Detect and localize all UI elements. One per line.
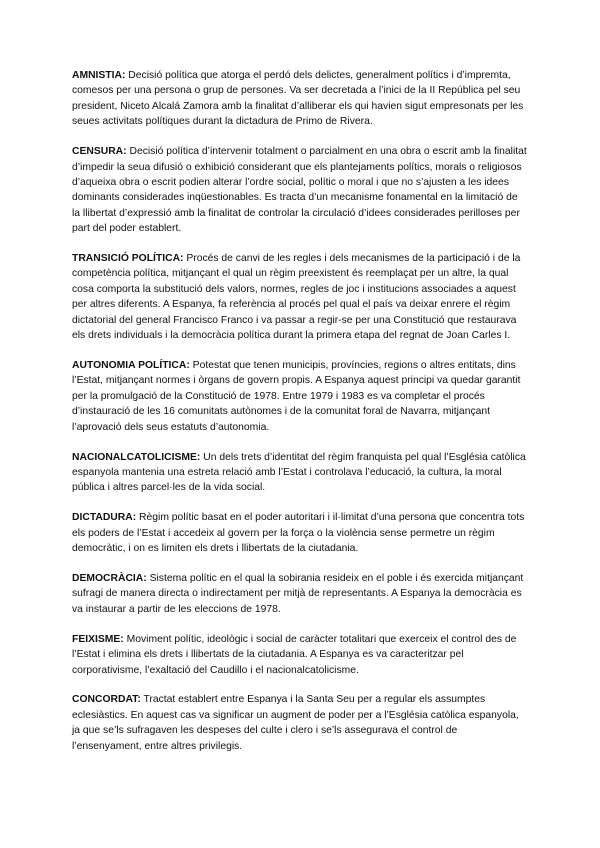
glossary-entry-censura [72,144,528,236]
glossary-definition: Règim polític basat en el poder autoritari i il·limitat d’una persona que concentra tots els poders de l’Estat i accedeix al govern per la força o la violència sense permetre un règim democràtic, i on es limiten els drets i llibertats de la ciutadania. [72,512,525,555]
glossary-term: TRANSICIÓ POLÍTICA: [72,253,184,265]
glossary-term: CONCORDAT: [72,694,141,706]
glossary-definition: Sistema polític en el qual la sobirania resideix en el poble i és exercida mitjançant sufragi de manera directa o indirectament per mitjà de representants. A Espanya la democràcia es va instaurar a partir de les eleccions de 1978. [72,572,524,615]
glossary-term: AUTONOMIA POLÍTICA: [72,360,190,371]
glossary-definition: Tractat establert entre Espanya i la Santa Seu per a regular els assumptes eclesiàstics. En aquest cas va significar un augment de poder per a l’Església catòlica espanyola, ja que se’ls sufragaven les despeses del culte i clero i se’ls assegurava el control de l’ensenyament, entre altres privilegis. [72,694,519,752]
glossary-term: CENSURA: [72,146,127,158]
glossary-definition: Decisió política que atorga el perdó dels delictes, generalment polítics i d’impremta, comesos per una persona o grup de persones. Va ser decretada a l’inici de la II República pel seu president, Niceto Alcalá Zamora amb la finalitat d’alliberar els qui havien sigut empresonats per les seues activitats polítiques durant la dictadura de Primo de Rivera. [72,70,524,128]
glossary-entry-concordat [72,692,528,754]
glossary-term: AMNISTIA: [72,70,126,81]
glossary-document [72,68,528,769]
glossary-definition: Un dels trets d’identitat del règim franquista pel qual l’Església catòlica espanyola mantenia una estreta relació amb l’Estat i controlava l’educació, la cultura, la moral pública i altres parcel·les de la vida social. [72,451,526,494]
glossary-definition: Moviment polític, ideològic i social de caràcter totalitari que exerceix el control des de l’Estat i elimina els drets i llibertats de la ciutadania. A Espanya es va caracteritzar pel corporativisme, l’exaltació del Caudillo i el nacionalcatolicisme. [72,633,517,676]
glossary-entry-nacionalcatolicisme [72,450,528,496]
glossary-entry-transicio-politica [72,251,528,343]
glossary-definition: Potestat que tenen municipis, províncies, regions o altres entitats, dins l’Estat, mitjançant normes i òrgans de govern propis. A Espanya aquest principi va quedar garantit per la promulgació de la Constitució de 1978. Entre 1979 i 1983 es va completar el procés d’instauració de les 16 comunitats autònomes i de la comunitat foral de Navarra, mitjançant l’aprovació dels seus estatuts d’autonomia. [72,360,521,433]
glossary-term: DEMOCRÀCIA: [72,572,147,584]
glossary-entry-amnistia [72,68,528,130]
glossary-entry-autonomia-politica [72,358,528,435]
glossary-term: FEIXISME: [72,633,124,645]
glossary-entry-feixisme [72,632,528,678]
glossary-definition: Decisió política d’intervenir totalment o parcialment en una obra o escrit amb la finalitat d’impedir la seua difusió o exhibició considerant que els plantejaments polítics, morals o religiosos d’aqueixa obra o escrit podien alterar l’ordre social, polític o moral i que no s’ajusten a les idees dominants considerades inqüestionables. Es tracta d’un mecanisme fonamental en la limitació de la llibertat d’expressió amb la finalitat de controlar la circulació d’idees considerades perilloses per part del poder establert. [72,146,527,235]
glossary-entry-dictadura [72,510,528,556]
glossary-term: DICTADURA: [72,512,137,524]
glossary-term: NACIONALCATOLICISME: [72,451,201,463]
glossary-entry-democracia [72,571,528,617]
glossary-definition: Procés de canvi de les regles i dels mecanismes de la participació i de la competència política, mitjançant el qual un règim preexistent és reemplaçat per un altre, la qual cosa comporta la substitució dels valors, normes, regles de joc i institucions associades a aquest per altres diferents. A Espanya, fa referència al procés pel qual el país va deixar enrere el règim dictatorial del general Francisco Franco i va passar a regir-se per una Constitució que restaurava els drets individuals i la democràcia política durant la primera etapa del regnat de Joan Carles I. [72,253,521,342]
